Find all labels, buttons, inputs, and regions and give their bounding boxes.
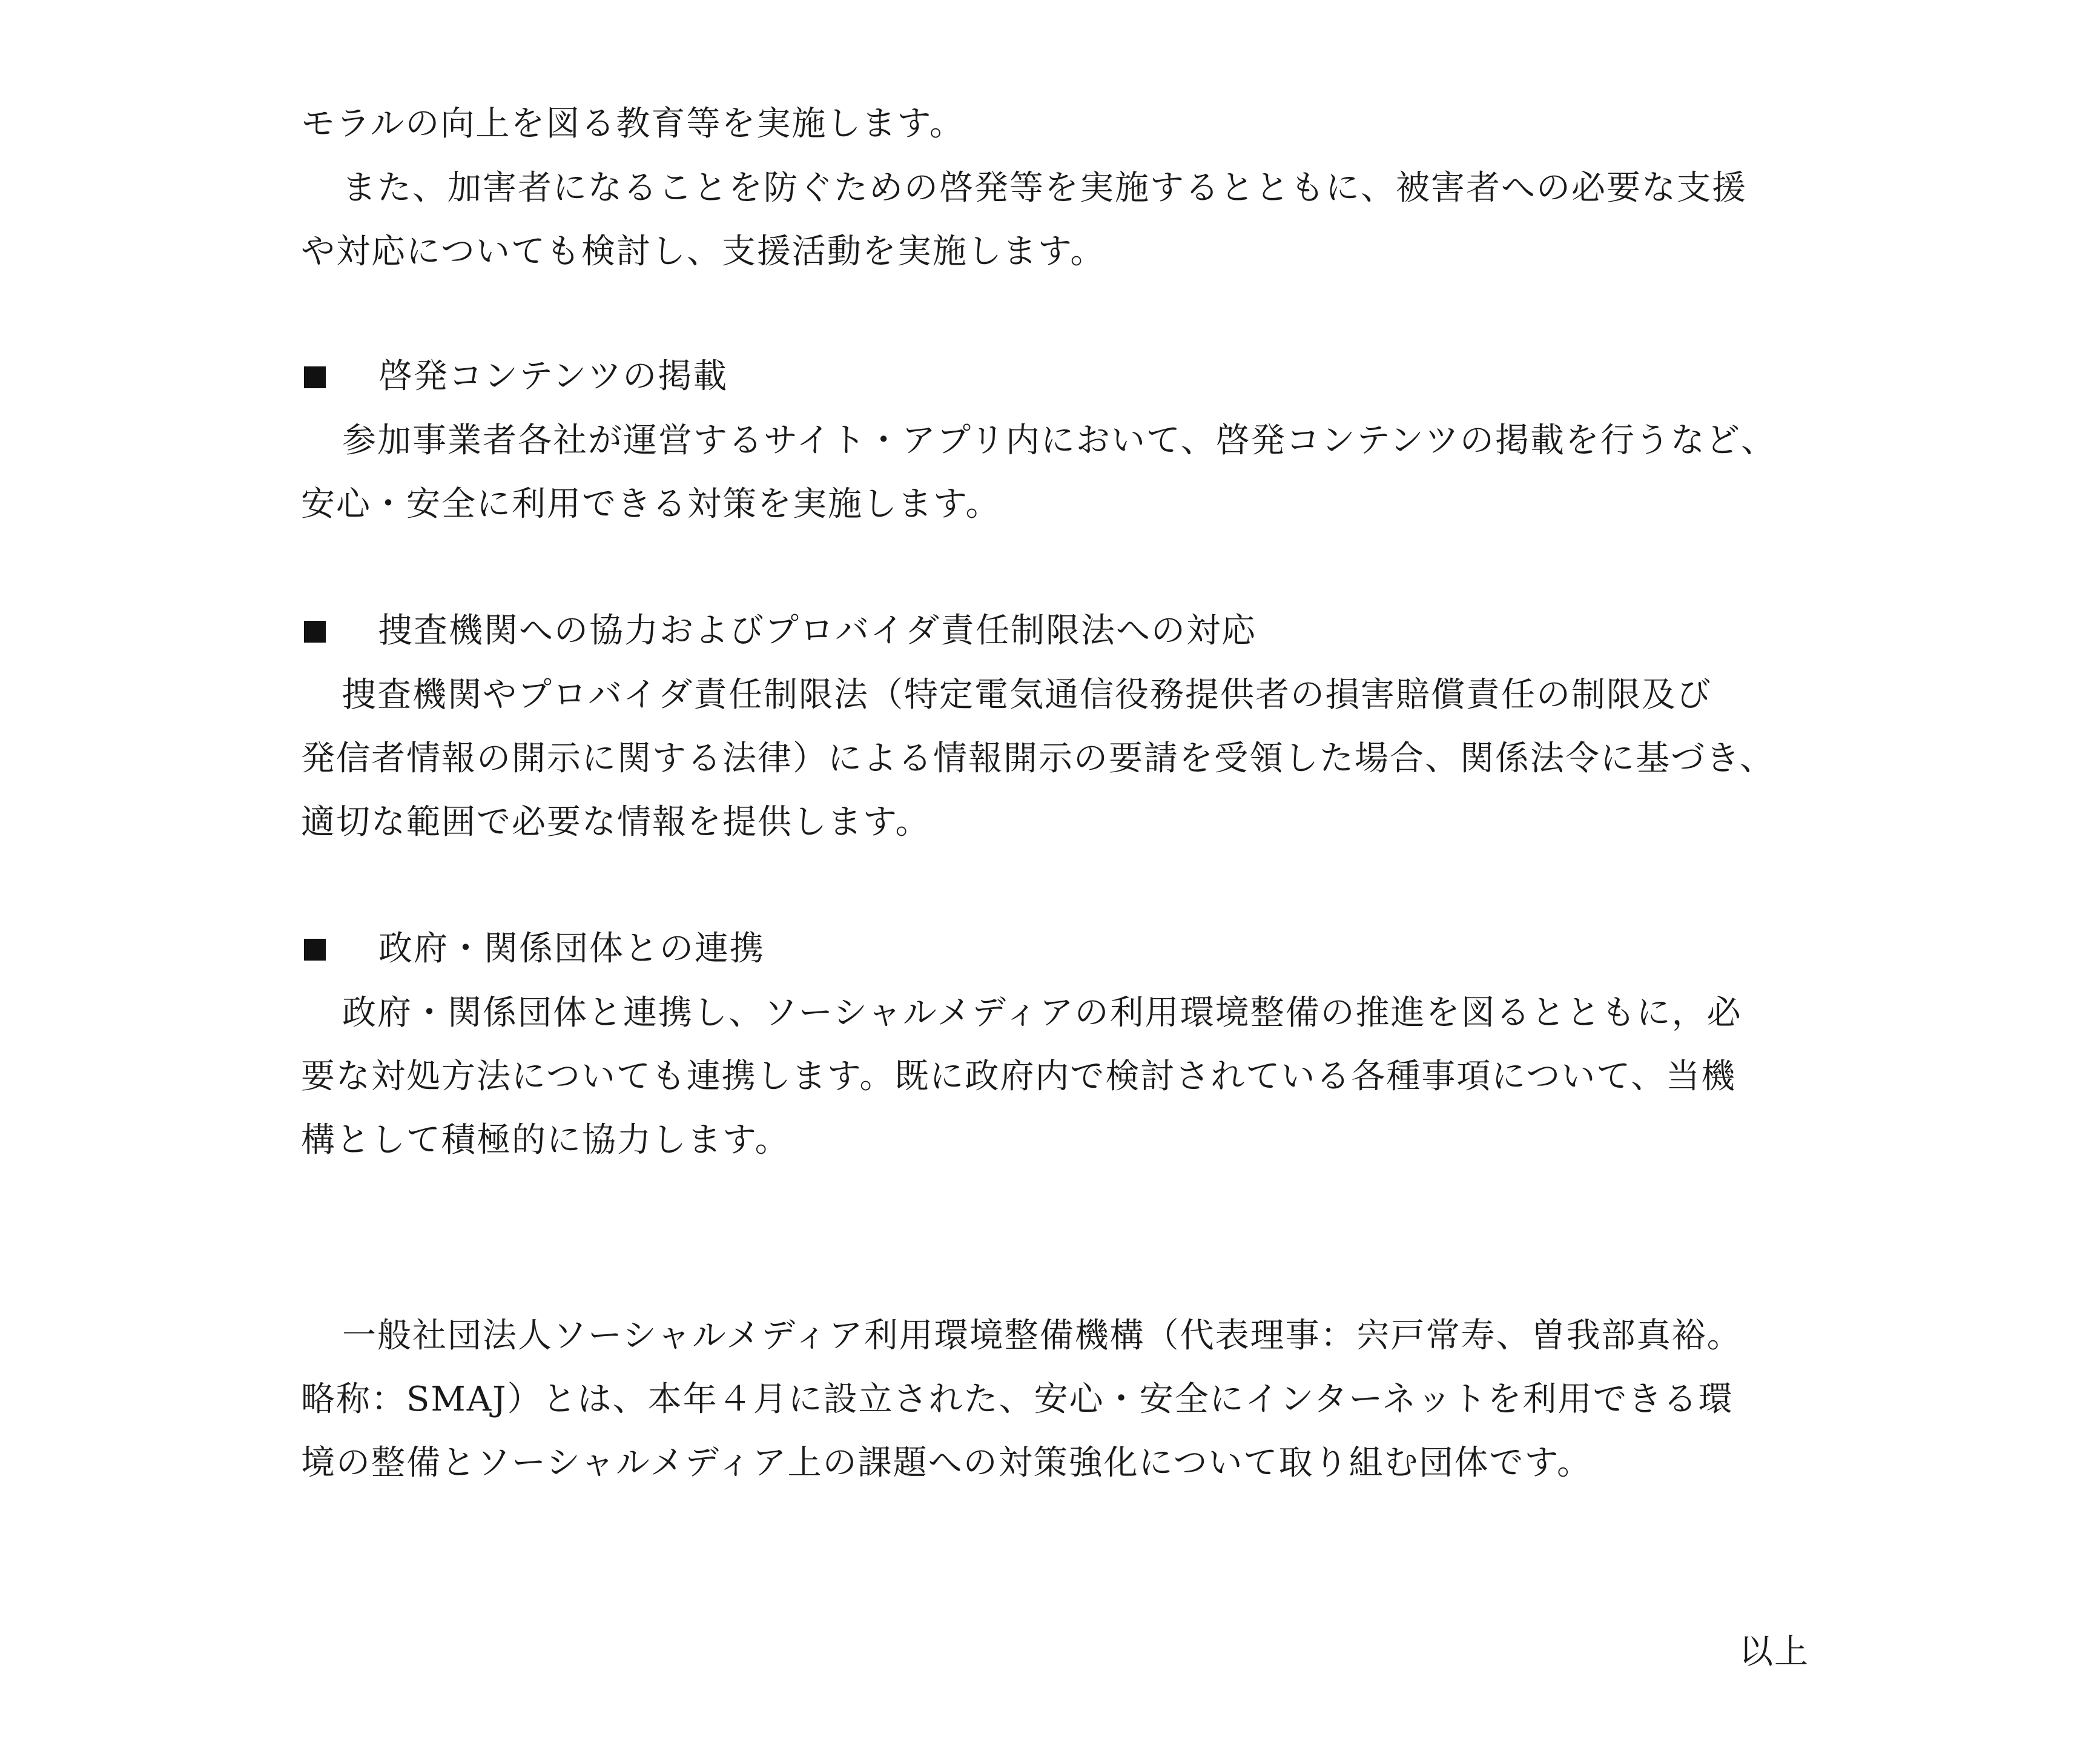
section-2-line-1: 捜査機関やプロバイダ責任制限法（特定電気通信役務提供者の損害賠償責任の制限及び <box>342 675 1712 715</box>
section-2-line-3: 適切な範囲で必要な情報を提供します。 <box>301 802 931 842</box>
section-1-line-2: 安心・安全に利用できる対策を実施します。 <box>301 485 1001 524</box>
closing-text: 以上 <box>1739 1632 1809 1672</box>
about-line-1: 一般社団法人ソーシャルメディア利用環境整備機構（代表理事：宍戸常寿、曽我部真裕。 <box>342 1316 1742 1355</box>
about-line-2: 略称：SMAJ）とは、本年４月に設立された、安心・安全にインターネットを利用できる環 <box>301 1380 1734 1419</box>
intro-line-1: モラルの向上を図る教育等を実施します。 <box>301 104 965 144</box>
section-2-heading: 捜査機関への協力およびプロバイダ責任制限法への対応 <box>378 611 1256 650</box>
section-2-line-2: 発信者情報の開示に関する法律）による情報開示の要請を受領した場合、関係法令に基づき、 <box>301 739 1775 778</box>
section-3-line-2: 要な対処方法についても連携します。既に政府内で検討されている各種事項について、当機 <box>301 1057 1737 1096</box>
intro-line-3: や対応についても検討し、支援活動を実施します。 <box>301 232 1106 271</box>
section-1-line-1: 参加事業者各社が運営するサイト・アプリ内において、啓発コンテンツの掲載を行うなど、 <box>342 421 1776 460</box>
about-line-3: 境の整備とソーシャルメディア上の課題への対策強化について取り組む団体です。 <box>301 1443 1592 1483</box>
intro-line-2: また、加害者になることを防ぐための啓発等を実施するとともに、被害者への必要な支援 <box>342 168 1747 208</box>
section-2-bullet-icon <box>304 621 326 643</box>
section-3-line-3: 構として積極的に協力します。 <box>301 1120 790 1160</box>
section-1-bullet-icon <box>304 366 326 388</box>
section-3-heading: 政府・関係団体との連携 <box>378 929 765 968</box>
section-3-bullet-icon <box>304 939 326 961</box>
section-1-heading: 啓発コンテンツの掲載 <box>378 357 728 396</box>
section-3-line-1: 政府・関係団体と連携し、ソーシャルメディアの利用環境整備の推進を図るとともに，必 <box>342 993 1742 1033</box>
